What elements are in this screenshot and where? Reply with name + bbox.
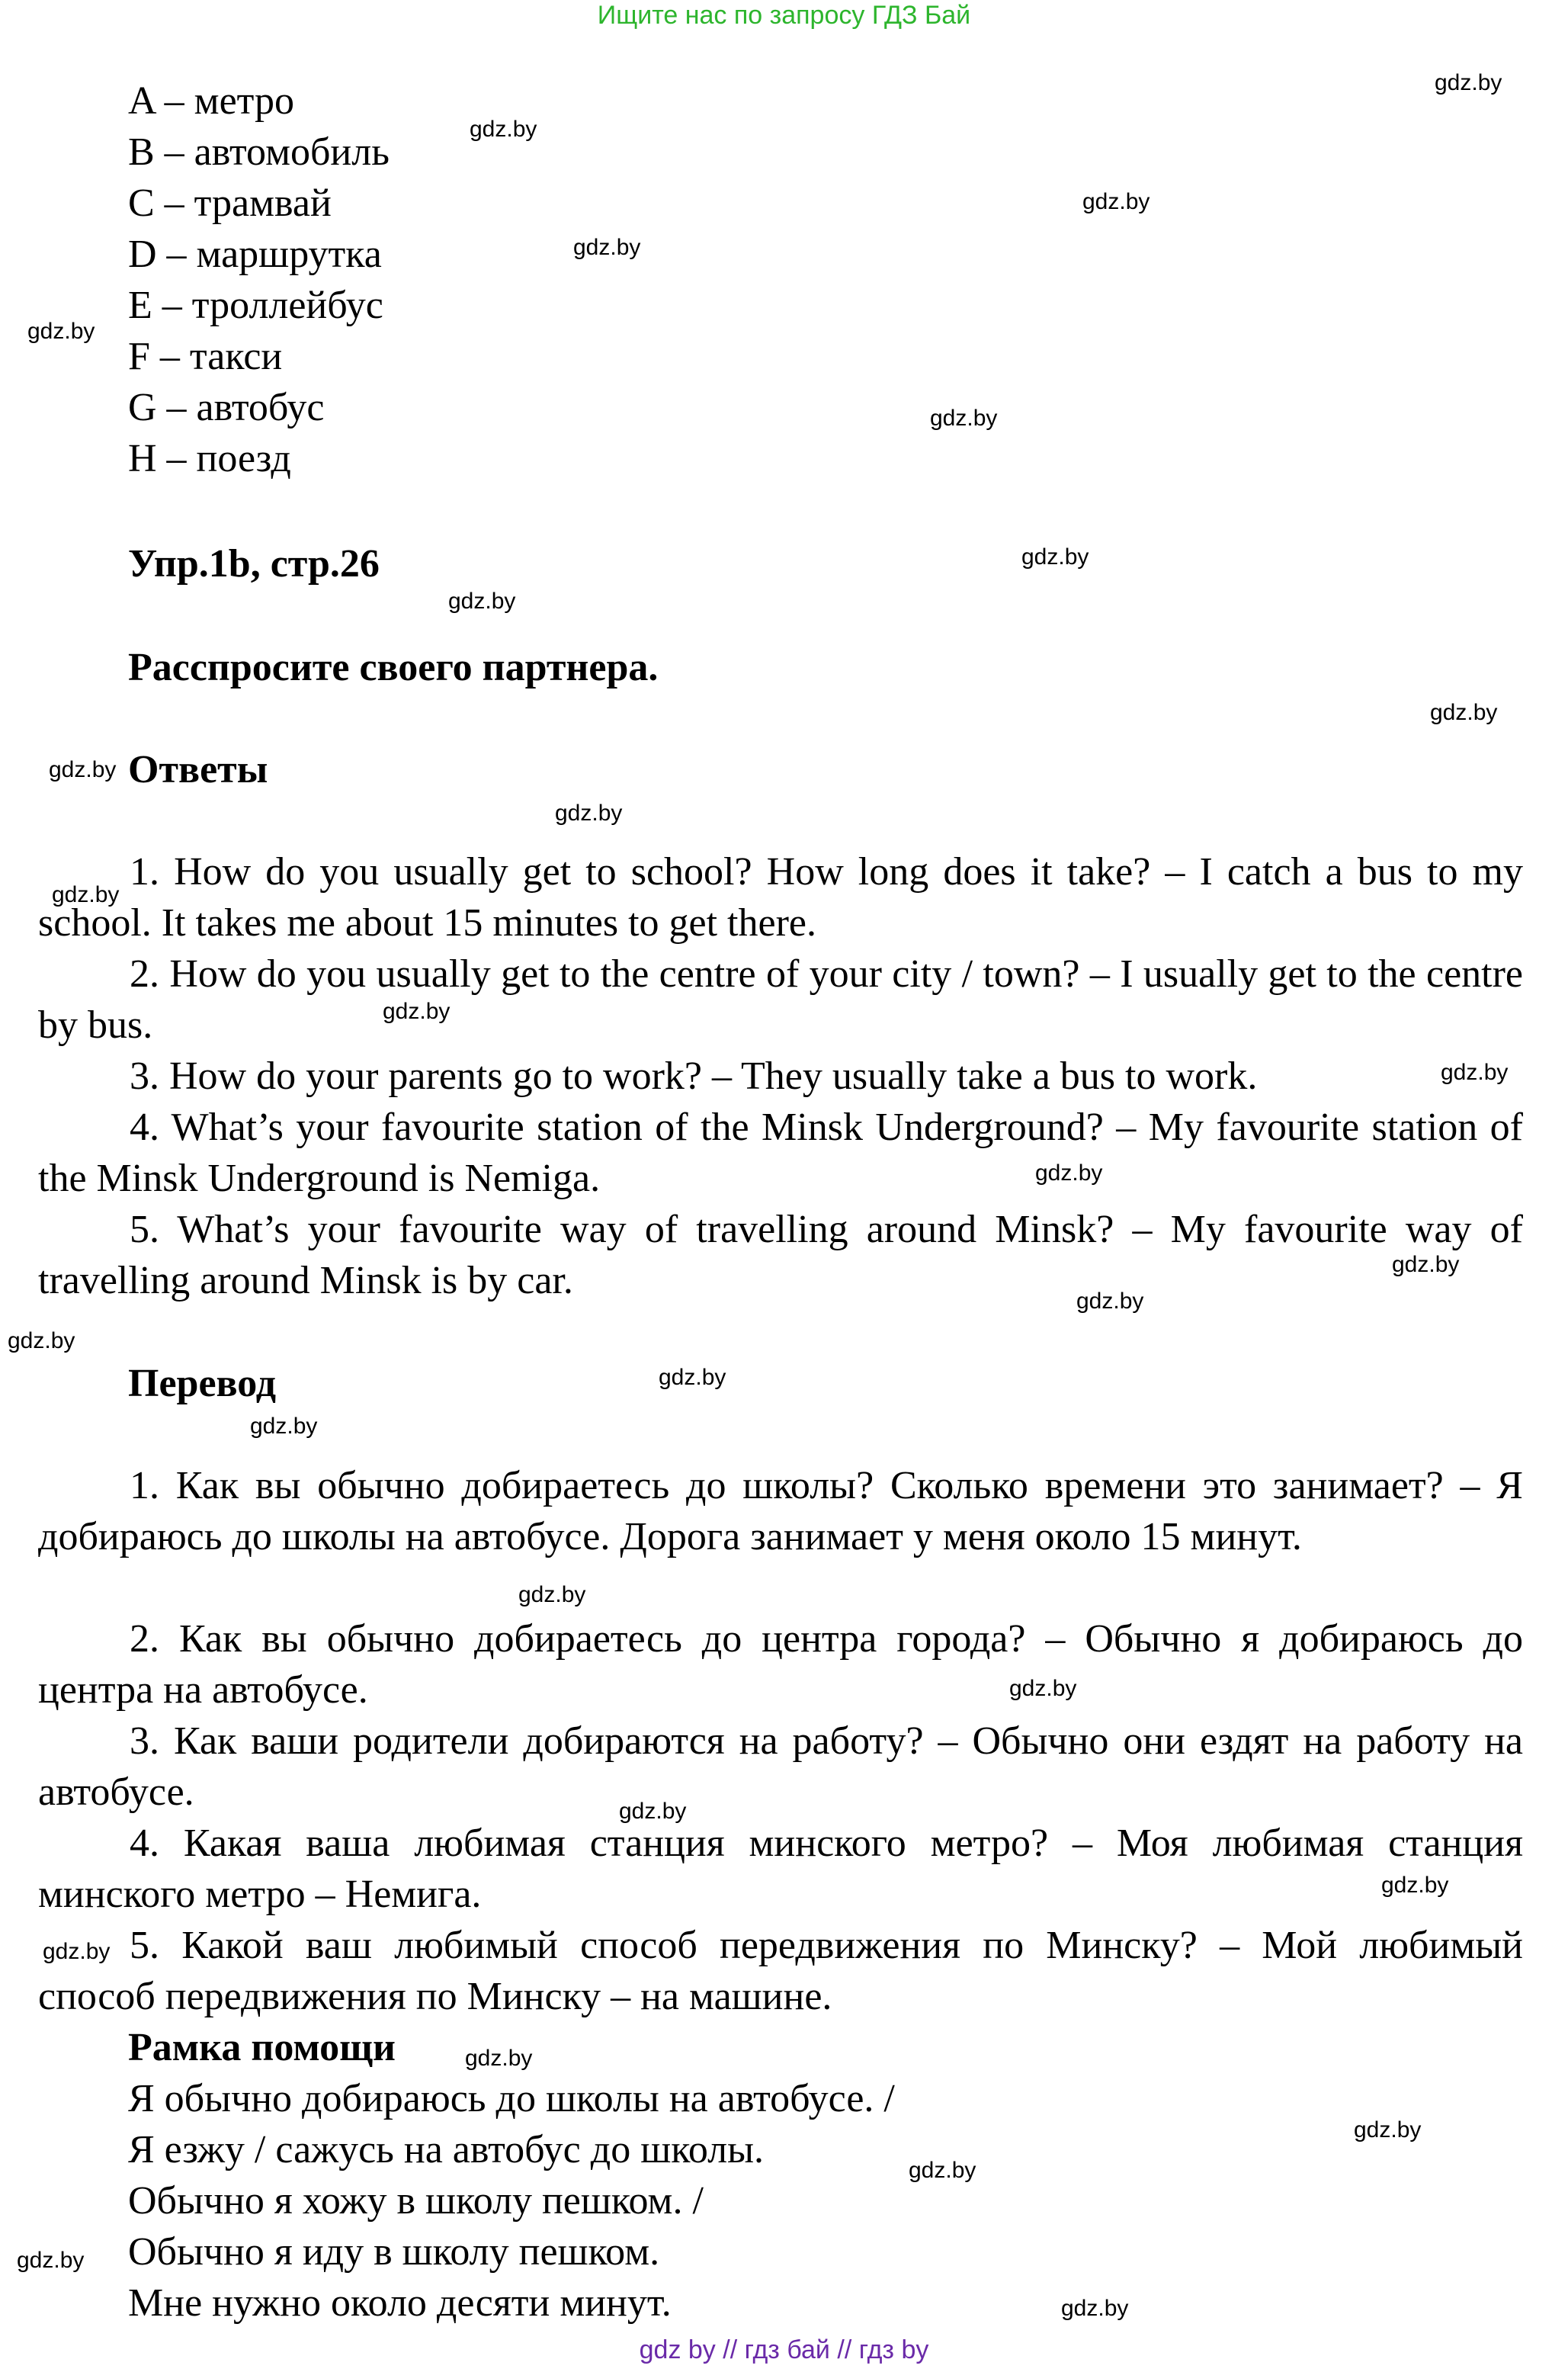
bottom-banner: gdz by // гдз бай // гдз by <box>639 2335 929 2364</box>
watermark: gdz.by <box>250 1414 318 1439</box>
transport-item-g: G – автобус <box>128 386 325 429</box>
transport-item-d: D – маршрутка <box>128 233 382 276</box>
watermark: gdz.by <box>49 757 117 782</box>
transport-item-h: H – поезд <box>128 437 291 480</box>
watermark: gdz.by <box>1392 1252 1460 1277</box>
help-line-4: Обычно я иду в школу пешком. <box>128 2230 660 2274</box>
watermark: gdz.by <box>1381 1873 1449 1898</box>
watermark: gdz.by <box>8 1328 75 1353</box>
help-line-2: Я езжу / сажусь на автобус до школы. <box>128 2128 765 2171</box>
watermark: gdz.by <box>909 2158 976 2183</box>
answer-4: 4. What’s your favourite station of the Minsk Underground? – My favourite station of the Minsk Underground is Nemiga. <box>38 1106 1523 1200</box>
watermark: gdz.by <box>470 117 537 142</box>
transport-item-e: E – троллейбус <box>128 284 383 327</box>
transport-item-c: C – трамвай <box>128 181 332 225</box>
watermark: gdz.by <box>573 235 641 260</box>
translation-2: 2. Как вы обычно добираетесь до центра города? – Обычно я добираюсь до центра на автобусе. <box>38 1617 1523 1712</box>
transport-item-a: A – метро <box>128 79 295 123</box>
answer-2: 2. How do you usually get to the centre of your city / town? – I usually get to the centre by bus. <box>38 952 1523 1047</box>
help-heading: Рамка помощи <box>128 2026 396 2069</box>
watermark: gdz.by <box>1435 70 1502 95</box>
watermark: gdz.by <box>448 589 516 614</box>
watermark: gdz.by <box>930 406 998 431</box>
watermark: gdz.by <box>465 2046 533 2071</box>
transport-item-b: B – автомобиль <box>128 130 390 174</box>
watermark: gdz.by <box>52 882 120 907</box>
watermark: gdz.by <box>555 801 623 826</box>
watermark: gdz.by <box>1354 2117 1422 2143</box>
transport-item-f: F – такси <box>128 335 283 378</box>
watermark: gdz.by <box>1430 700 1498 725</box>
watermark: gdz.by <box>27 319 95 344</box>
help-line-3: Обычно я хожу в школу пешком. / <box>128 2179 704 2223</box>
translation-5: 5. Какой ваш любимый способ передвижения по Минску? – Мой любимый способ передвижения по Минску – на машине. <box>38 1924 1523 2018</box>
watermark: gdz.by <box>1076 1289 1144 1314</box>
answers-heading: Ответы <box>128 748 268 791</box>
watermark: gdz.by <box>1035 1160 1103 1186</box>
watermark: gdz.by <box>1061 2296 1129 2321</box>
answer-5: 5. What’s your favourite way of travelling around Minsk? – My favourite way of travelling around Minsk is by car. <box>38 1208 1523 1302</box>
help-line-1: Я обычно добираюсь до школы на автобусе. / <box>128 2077 895 2120</box>
watermark: gdz.by <box>518 1582 586 1607</box>
watermark: gdz.by <box>1021 544 1089 570</box>
top-banner: Ищите нас по запросу ГДЗ Бай <box>597 1 971 30</box>
watermark: gdz.by <box>1441 1060 1509 1085</box>
answer-1: 1. How do you usually get to school? How long does it take? – I catch a bus to my school. It takes me about 15 minutes to get there. <box>38 850 1523 945</box>
answer-3: 3. How do your parents go to work? – They usually take a bus to work. <box>130 1054 1258 1098</box>
help-line-5: Мне нужно около десяти минут. <box>128 2281 672 2325</box>
translation-4: 4. Какая ваша любимая станция минского метро? – Моя любимая станция минского метро – Немига. <box>38 1822 1523 1916</box>
watermark: gdz.by <box>383 999 451 1024</box>
watermark: gdz.by <box>659 1365 726 1390</box>
translation-1: 1. Как вы обычно добираетесь до школы? Сколько времени это занимает? – Я добираюсь до школы на автобусе. Дорога занимает у меня около 15 минут. <box>38 1464 1523 1558</box>
translation-3: 3. Как ваши родители добираются на работу? – Обычно они ездят на работу на автобусе. <box>38 1719 1523 1814</box>
watermark: gdz.by <box>1009 1676 1077 1701</box>
watermark: gdz.by <box>17 2248 85 2273</box>
exercise-title: Упр.1b, стр.26 <box>128 542 380 586</box>
watermark: gdz.by <box>43 1939 111 1964</box>
exercise-task: Расспросите своего партнера. <box>128 646 659 689</box>
translation-heading: Перевод <box>128 1362 277 1405</box>
watermark: gdz.by <box>619 1799 687 1824</box>
watermark: gdz.by <box>1082 189 1150 214</box>
